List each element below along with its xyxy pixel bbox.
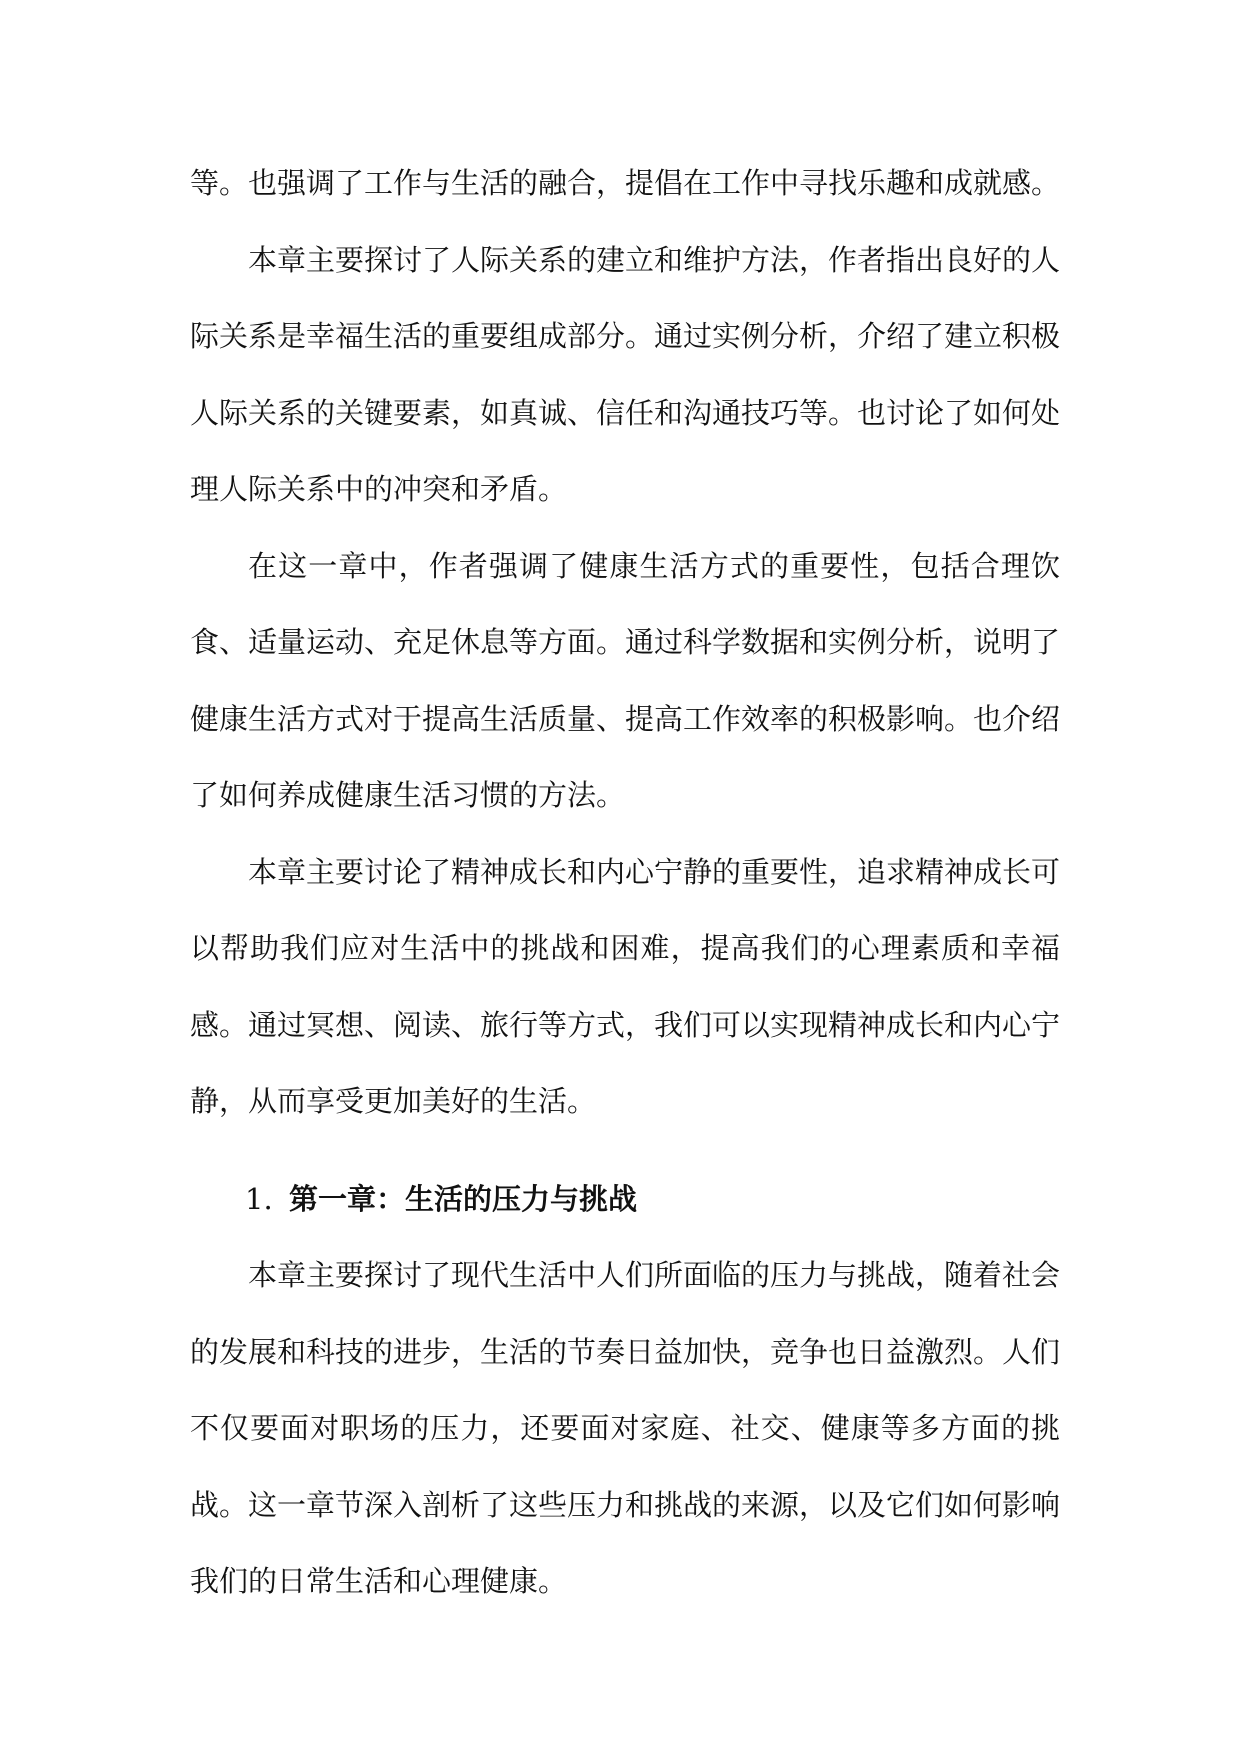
document-body xyxy=(190,145,1060,1620)
paragraph-interpersonal: 本章主要探讨了人际关系的建立和维护方法，作者指出良好的人际关系是幸福生活的重要组成部分。通过实例分析，介绍了建立积极人际关系的关键要素，如真诚、信任和沟通技巧等。也讨论了如何处理人际关系中的冲突和矛盾。 xyxy=(190,242,1061,506)
paragraph-pressure-challenges: 本章主要探讨了现代生活中人们所面临的压力与挑战，随着社会的发展和科技的进步，生活的节奏日益加快，竞争也日益激烈。人们不仅要面对职场的压力，还要面对家庭、社交、健康等多方面的挑战。这一章节深入剖析了这些压力和挑战的来源，以及它们如何影响我们的日常生活和心理健康。 xyxy=(190,1258,1061,1598)
paragraph-healthy-lifestyle: 在这一章中，作者强调了健康生活方式的重要性，包括合理饮食、适量运动、充足休息等方面。通过科学数据和实例分析，说明了健康生活方式对于提高生活质量、提高工作效率的积极影响。也介绍了如何养成健康生活习惯的方法。 xyxy=(190,548,1061,812)
heading-number: 1. xyxy=(245,1181,273,1216)
paragraph-continuation: 等。也强调了工作与生活的融合，提倡在工作中寻找乐趣和成就感。 xyxy=(190,166,1061,200)
chapter-heading xyxy=(190,1140,1060,1238)
paragraph-spiritual-growth: 本章主要讨论了精神成长和内心宁静的重要性，追求精神成长可以帮助我们应对生活中的挑战和困难，提高我们的心理素质和幸福感。通过冥想、阅读、旅行等方式，我们可以实现精神成长和内心宁静，从而享受更加美好的生活。 xyxy=(190,854,1061,1118)
heading-title: 第一章：生活的压力与挑战 xyxy=(289,1181,638,1216)
